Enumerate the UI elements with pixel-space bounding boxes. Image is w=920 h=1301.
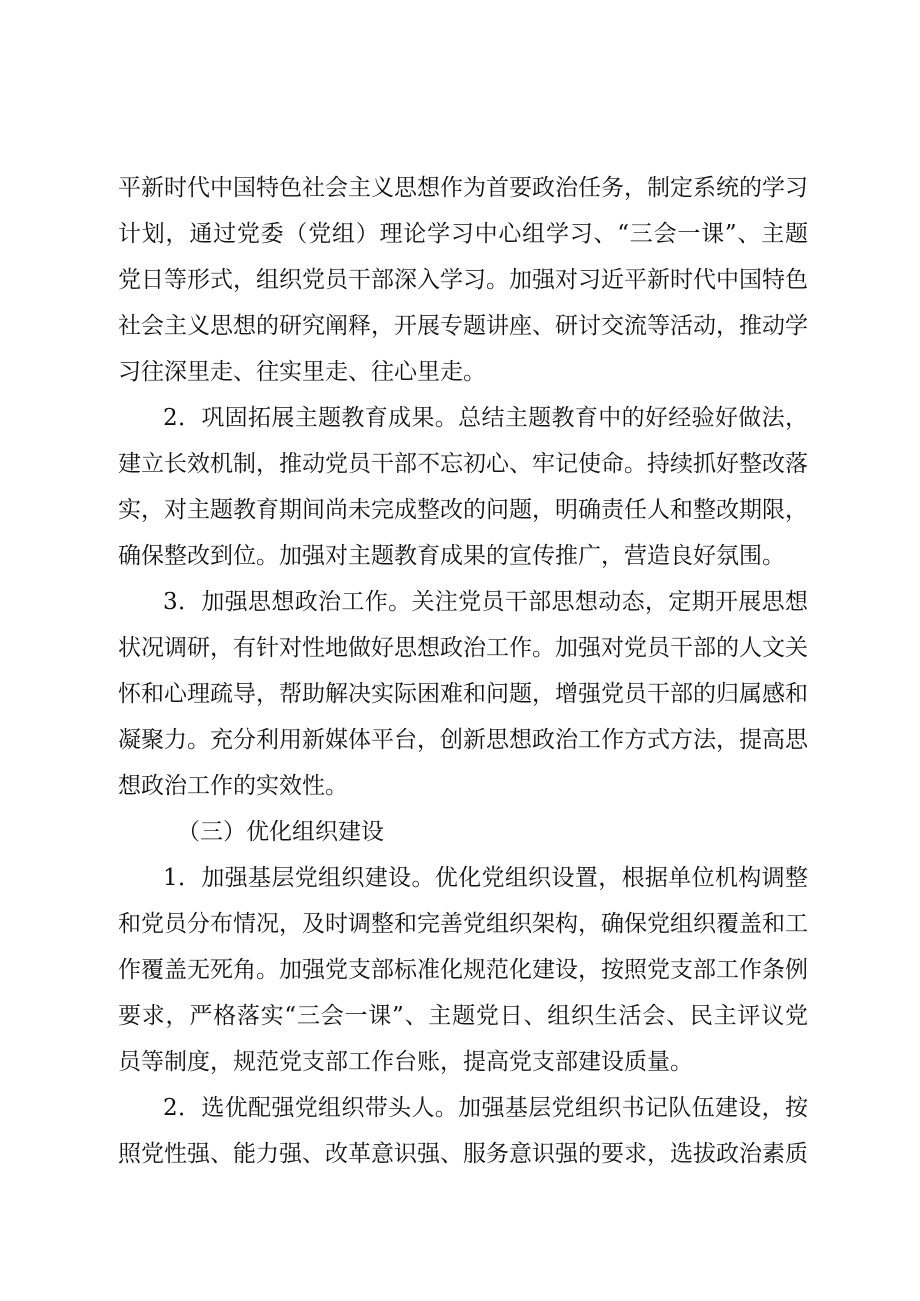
paragraph-line: 2．巩固拓展主题教育成果。总结主题教育中的好经验好做法， (163, 405, 808, 431)
paragraph-line: 和党员分布情况，及时调整和完善党组织架构，确保党组织覆盖和工 (118, 911, 808, 937)
paragraph-line: 建立长效机制，推动党员干部不忘初心、牢记使命。持续抓好整改落 (118, 451, 808, 477)
paragraph-line: 要求，严格落实“三会一课”、主题党日、组织生活会、民主评议党 (118, 1003, 808, 1029)
paragraph-line: 凝聚力。充分利用新媒体平台，创新思想政治工作方式方法，提高思 (118, 727, 808, 753)
paragraph-line: 计划，通过党委（党组）理论学习中心组学习、“三会一课”、主题 (118, 221, 808, 247)
paragraph-line: 状况调研，有针对性地做好思想政治工作。加强对党员干部的人文关 (118, 635, 808, 661)
paragraph-line: 习往深里走、往实里走、往心里走。 (118, 359, 486, 385)
paragraph-line: 2．选优配强党组织带头人。加强基层党组织书记队伍建设，按 (163, 1095, 808, 1121)
paragraph-line: 3．加强思想政治工作。关注党员干部思想动态，定期开展思想 (163, 589, 808, 615)
paragraph-line: 社会主义思想的研究阐释，开展专题讲座、研讨交流等活动，推动学 (118, 313, 808, 339)
paragraph-line: 平新时代中国特色社会主义思想作为首要政治任务，制定系统的学习 (118, 175, 808, 201)
paragraph-line: 照党性强、能力强、改革意识强、服务意识强的要求，选拔政治素质 (118, 1141, 808, 1167)
paragraph-line: 员等制度，规范党支部工作台账，提高党支部建设质量。 (118, 1049, 693, 1075)
section-heading: （三）优化组织建设 (177, 819, 384, 845)
paragraph-line: 怀和心理疏导，帮助解决实际困难和问题，增强党员干部的归属感和 (118, 681, 808, 707)
paragraph-line: 党日等形式，组织党员干部深入学习。加强对习近平新时代中国特色 (118, 267, 808, 293)
paragraph-line: 1．加强基层党组织建设。优化党组织设置，根据单位机构调整 (163, 865, 808, 891)
paragraph-line: 实，对主题教育期间尚未完成整改的问题，明确责任人和整改期限， (118, 497, 808, 523)
paragraph-line: 确保整改到位。加强对主题教育成果的宣传推广，营造良好氛围。 (118, 543, 785, 569)
paragraph-line: 想政治工作的实效性。 (118, 773, 348, 799)
paragraph-line: 作覆盖无死角。加强党支部标准化规范化建设，按照党支部工作条例 (118, 957, 808, 983)
